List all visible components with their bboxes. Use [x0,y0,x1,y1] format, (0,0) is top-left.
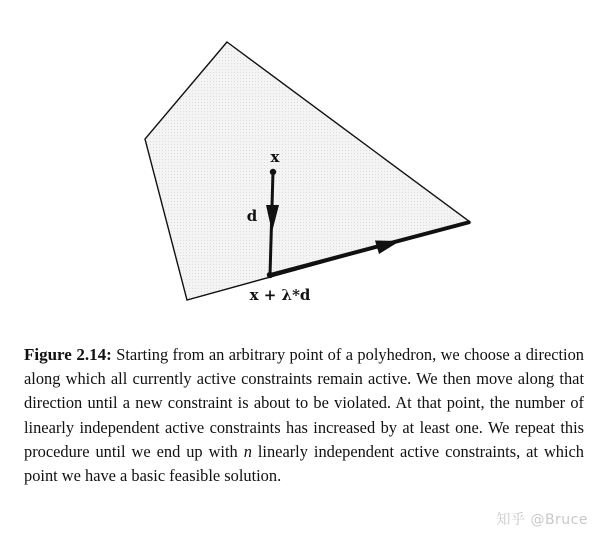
polyhedron [145,42,470,300]
figure-caption [24,343,584,488]
caption-text-2: linearly independent active constraints, at which point we have a basic feasible solution. [24,441,585,486]
start-point [270,169,276,175]
edge-arrowhead [375,241,400,255]
new-point-label: x + λ*d [249,286,311,304]
direction-label: d [246,207,258,225]
caption-math-n: n [243,441,252,461]
end-point [267,272,273,278]
caption-label: Figure 2.14: [24,345,112,364]
point-label: x [270,148,280,166]
caption-text-1: Starting from an arbitrary point of a polyhedron, we choose a direction along which all currently active constraints remain active. We then move along that direction until a new constraint is about to be violated. At that point, the number of linearly independent active constraints has increased by at least one. We repeat this procedure until we end up with [24,345,584,461]
watermark: 知乎 @Bruce [496,512,588,528]
